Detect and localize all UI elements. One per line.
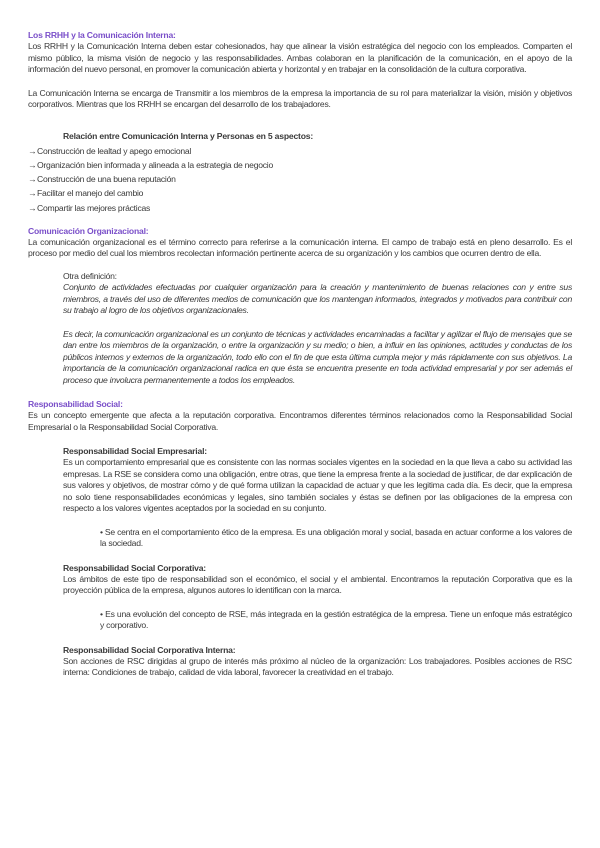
list-item: →Compartir las mejores prácticas [28, 201, 537, 215]
list-item: →Construcción de lealtad y apego emocional [28, 144, 537, 158]
list-item: →Construcción de una buena reputación [28, 172, 537, 186]
rsc-note: • Es una evolución del concepto de RSE, más integrada en la gestión estratégica de la empresa. Tiene un enfoque más estratégico y corporativo. [100, 608, 572, 631]
section-heading-rrhh: Los RRHH y la Comunicación Interna: [28, 30, 176, 40]
definition-text-2: Es decir, la comunicación organizacional es un conjunto de técnicas y actividades encaminadas a facilitar y agilizar el flujo de mensajes que se dan entre los miembros de la organización, o entre la organización y su medio; o bien, a influir en las opiniones, actitudes y conductas de los públicos internos y externos de la organización, todo ello con el fin de que esta última cumpla mejor y más rápidamente con sus objetivos. La importancia de la comunicación organizacional radica en que ésta se encuentra presente en toda actividad empresarial y por ser además el proceso que involucra permanentemente a todos los empleados. [63, 328, 572, 385]
definition-text-1: Conjunto de actividades efectuadas por cualquier organización para la creación y mantenimiento de buenas relaciones con y entre sus miembros, a través del uso de diferentes medios de comunicación que los mantengan informados, integrados y motivados para contribuir con su trabajo al logro de los objetivos organizacionales. [63, 282, 572, 316]
arrow-icon: → [28, 174, 37, 185]
relation-list-title: Relación entre Comunicación Interna y Personas en 5 aspectos: [63, 130, 313, 141]
relation-list [28, 144, 537, 215]
arrow-icon: → [28, 188, 37, 199]
document-page [28, 29, 572, 679]
rrhh-paragraph-2: La Comunicación Interna se encarga de Transmitir a los miembros de la empresa la importancia de su rol para materializar la visión, misión y objetivos corporativos. Mientras que los RRHH se encargan del desarrollo de los trabajadores. [28, 87, 572, 109]
list-item: →Facilitar el manejo del cambio [28, 186, 537, 200]
definition-label: Otra definición: [63, 270, 117, 281]
rse-heading: Responsabilidad Social Empresarial: [63, 446, 207, 457]
rsc-heading: Responsabilidad Social Corporativa: [63, 562, 206, 573]
organizational-paragraph: La comunicación organizacional es el término correcto para referirse a la comunicación interna. El campo de trabajo está en pleno desarrollo. Es el proceso por medio del cual los miembros recolectan información pertinente acerca de su organización y los cambios que ocurren dentro de ella. [28, 236, 572, 259]
section-heading-social-responsibility: Responsabilidad Social: [28, 399, 123, 410]
social-responsibility-paragraph: Es un concepto emergente que afecta a la reputación corporativa. Encontramos diferentes términos relacionados como la Responsabilidad Social Empresarial o la Responsabilidad Social Corporativa. [28, 410, 572, 432]
rsc-paragraph: Los ámbitos de este tipo de responsabilidad son el económico, el social y el ambiental. Encontramos la reputación Corporativa que es la proyección pública de la empresa, algunos autores lo identifican con la marca. [63, 573, 572, 596]
section-heading-organizational: Comunicación Organizacional: [28, 225, 149, 236]
rse-note: • Se centra en el comportamiento ético de la empresa. Es una obligación moral y social, basada en actuar conforme a los valores de la sociedad. [100, 526, 572, 549]
list-item: →Organización bien informada y alineada a la estrategia de negocio [28, 158, 537, 172]
rsc-internal-paragraph: Son acciones de RSC dirigidas al grupo de interés más próximo al núcleo de la organización: Los trabajadores. Posibles acciones de RSC interna: Condiciones de trabajo, calidad de vida laboral, favorecer la creatividad en el trabajo. [63, 655, 572, 678]
rrhh-paragraph-1: Los RRHH y la Comunicación Interna deben estar cohesionados, hay que alinear la visión estratégica del negocio con los empleados. Comparten el mismo público, la misma visión de negocio y las responsabilidades. Ambas colaboran en la planificación de la comunicación, en el apoyo de la información del nuevo personal, en promover la comunicación abierta y horizontal y en trabajar en la consolidación de la cultura corporativa. [28, 41, 572, 74]
rse-paragraph: Es un comportamiento empresarial que es consistente con las normas sociales vigentes en la sociedad en la que lleva a cabo su actividad las empresas. La RSE se considera como una obligación, entre otras, que tiene la empresa frente a la sociedad de justificar, de dar explicación de sus valores y objetivos, de mostrar cómo y de qué forma utilizan la capacidad de actuar y que les legitima cada día. Es decir, que la empresa no solo tiene responsabilidades económicas y legales, sino también sociales y éstas se definen por las obligaciones de la empresa con respecto a los valores vigentes aceptados por la sociedad en su conjunto. [63, 457, 572, 514]
arrow-icon: → [28, 202, 37, 213]
arrow-icon: → [28, 145, 37, 156]
arrow-icon: → [28, 159, 37, 170]
rsc-internal-heading: Responsabilidad Social Corporativa Interna: [63, 644, 236, 655]
